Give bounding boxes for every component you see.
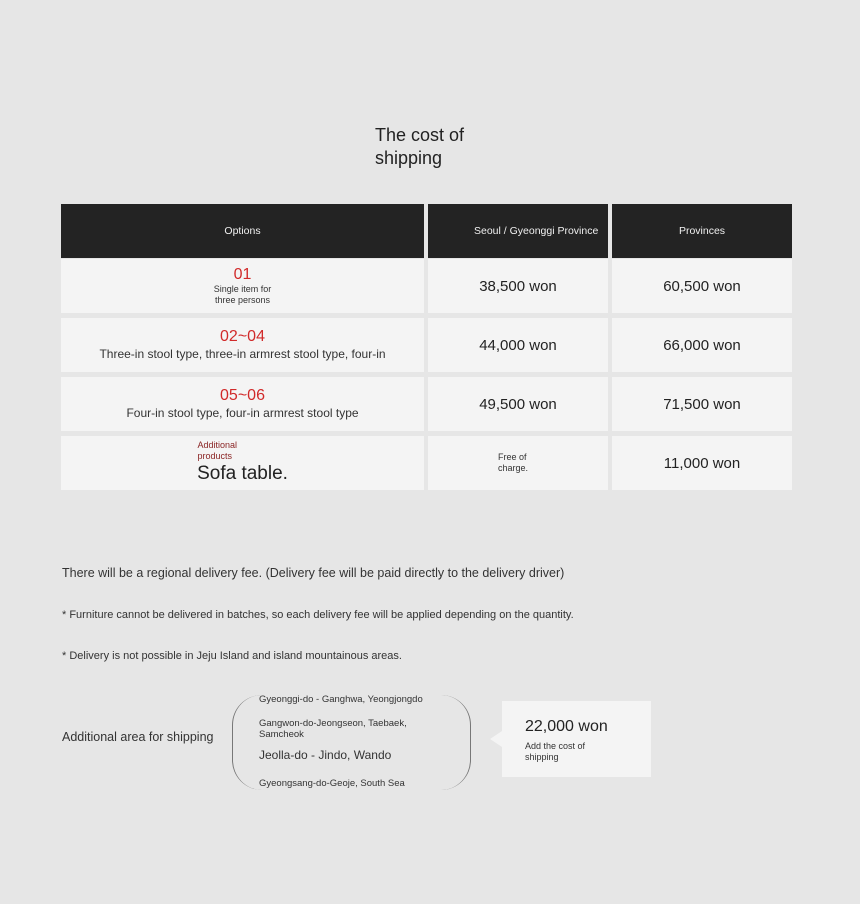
price-value: 66,000 won — [663, 336, 741, 354]
additional-price-note: Add the cost of shipping — [525, 741, 586, 762]
note-regional-fee: There will be a regional delivery fee. (Delivery fee will be paid directly to the delivery driver) — [62, 566, 565, 580]
provinces-price — [612, 318, 792, 372]
header-seoul: Seoul / Gyeonggi Province — [428, 204, 608, 258]
region-gangwon: Gangwon-do-Jeongseon, Taebaek, Samcheok — [259, 718, 407, 740]
header-provinces: Provinces — [612, 204, 792, 258]
provinces-price — [612, 259, 792, 313]
region-jeolla: Jeolla-do - Jindo, Wando — [259, 748, 392, 762]
region-gyeonggi: Gyeonggi-do - Ganghwa, Yeongjongdo — [259, 694, 423, 705]
additional-price-bubble — [502, 701, 651, 777]
additional-price: 22,000 won — [525, 718, 608, 735]
price-value: 60,500 won — [663, 277, 741, 295]
right-bracket — [441, 695, 471, 790]
table-row-options — [61, 377, 424, 431]
seoul-price — [428, 377, 608, 431]
seoul-price — [428, 436, 608, 490]
table-row-options — [61, 259, 424, 313]
provinces-price — [612, 436, 792, 490]
header-options: Options — [61, 204, 424, 258]
additional-area-label: Additional area for shipping — [62, 730, 214, 744]
note-batches: * Furniture cannot be delivered in batches, so each delivery fee will be applied depending on the quantity. — [62, 609, 574, 621]
table-row-options — [61, 318, 424, 372]
option-number: 02~04 — [220, 328, 265, 345]
option-description: Single item for three persons — [213, 284, 272, 305]
price-value: 11,000 won — [663, 454, 741, 472]
price-value: 71,500 won — [663, 395, 741, 413]
region-gyeongsang: Gyeongsang-do-Geoje, South Sea — [259, 778, 405, 789]
seoul-price — [428, 259, 608, 313]
page-title: The cost of shipping — [375, 125, 465, 168]
price-value: 49,500 won — [479, 395, 557, 413]
option-description: Four-in stool type, four-in armrest stool type — [126, 406, 359, 420]
left-bracket — [232, 695, 262, 790]
option-description: Sofa table. — [197, 463, 288, 484]
note-jeju: * Delivery is not possible in Jeju Island and island mountainous areas. — [62, 650, 402, 662]
seoul-price — [428, 318, 608, 372]
price-value: 44,000 won — [479, 336, 557, 354]
table-row-options — [61, 436, 424, 490]
price-value: Free of charge. — [498, 452, 529, 473]
provinces-price — [612, 377, 792, 431]
option-number: 01 — [233, 266, 252, 283]
option-number: 05~06 — [220, 387, 265, 404]
price-value: 38,500 won — [479, 277, 557, 295]
additional-products-label: Additional products — [197, 440, 238, 461]
option-description: Three-in stool type, three-in armrest stool type, four-in — [99, 347, 386, 361]
